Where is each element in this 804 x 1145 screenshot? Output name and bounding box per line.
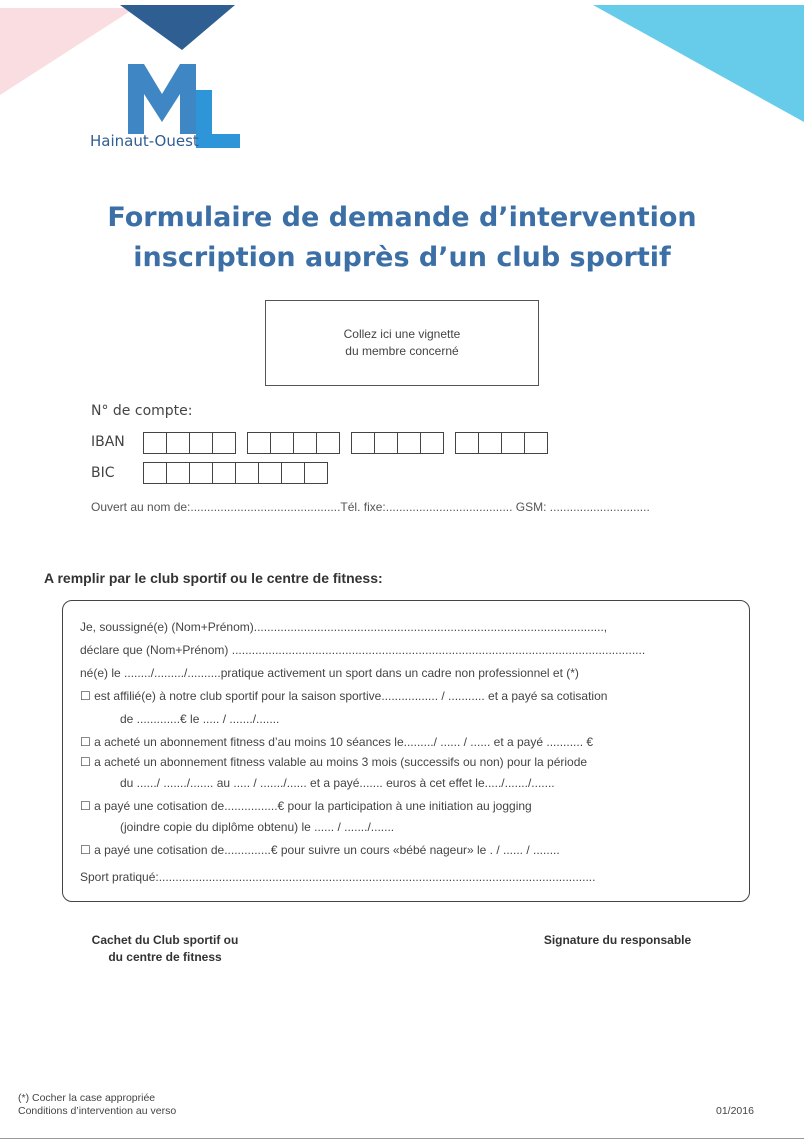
form-line-fitness-period[interactable]: du ....../ ......./....... au ..... / ......./...... et a payé....... euros à cet effet le...../......./....... — [120, 776, 555, 790]
iban-group-4[interactable] — [455, 432, 548, 454]
bottom-divider — [0, 1138, 804, 1139]
form-line-affilie-amount[interactable]: de .............€ le ..... / ......./....... — [120, 712, 280, 726]
logo-subtitle: Hainaut-Ouest — [90, 132, 199, 150]
form-line-soussigne[interactable]: Je, soussigné(e) (Nom+Prénom)........................................................................................................., — [80, 620, 608, 634]
option-fitness-3mois-checkbox[interactable]: ☐ a acheté un abonnement fitness valable au moins 3 mois (successifs ou non) pour la période — [80, 755, 588, 769]
signature-label: Signature du responsable — [543, 933, 692, 947]
account-holder-line[interactable]: Ouvert au nom de:.............................................Tél. fixe:...................................... GSM: .............................. — [91, 500, 650, 514]
account-number-label: N° de compte: — [91, 403, 193, 419]
vignette-text-line1: Collez ici une vignette — [343, 327, 461, 341]
iban-group-1[interactable] — [143, 432, 236, 454]
vignette-box — [265, 300, 539, 386]
vignette-text-line2: du membre concerné — [345, 344, 459, 358]
option-affilie-checkbox[interactable]: ☐ est affilié(e) à notre club sportif pour la saison sportive................. / ........... et a payé sa cotisation — [80, 689, 608, 703]
section-title: A remplir par le club sportif ou le centre de fitness: — [44, 570, 383, 586]
iban-group-3[interactable] — [351, 432, 444, 454]
corner-decoration — [0, 0, 804, 130]
option-bebe-nageur-checkbox[interactable]: ☐ a payé une cotisation de..............€ pour suivre un cours «bébé nageur» le . / ...... / ........ — [80, 843, 560, 857]
footnote-checkbox: (*) Cocher la case appropriée — [18, 1092, 156, 1104]
form-line-declare[interactable]: déclare que (Nom+Prénom) ............................................................................................................................ — [80, 643, 646, 657]
footer-notes — [18, 1092, 176, 1118]
footer-date: 01/2016 — [716, 1105, 754, 1117]
form-line-sport[interactable]: Sport pratiqué:................................................................................................................................... — [80, 870, 596, 884]
iban-label: IBAN — [91, 434, 125, 450]
footnote-conditions: Conditions d’intervention au verso — [18, 1105, 177, 1117]
bic-field[interactable] — [143, 462, 328, 484]
page-title-line1: Formulaire de demande d’intervention — [107, 202, 697, 233]
logo-l-icon — [196, 90, 240, 148]
bic-label: BIC — [91, 465, 115, 481]
form-line-jogging-diploma[interactable]: (joindre copie du diplôme obtenu) le ...... / ......./....... — [120, 820, 395, 834]
page-title-line2: inscription auprès d’un club sportif — [133, 242, 671, 273]
form-line-birthdate[interactable]: né(e) le ......../........./..........pratique activement un sport dans un cadre non professionnel et (*) — [80, 666, 579, 680]
cachet-label: Cachet du Club sportif ou du centre de fitness — [91, 933, 239, 964]
logo-m-icon — [128, 64, 196, 134]
iban-field[interactable] — [143, 432, 548, 454]
iban-group-2[interactable] — [247, 432, 340, 454]
option-jogging-checkbox[interactable]: ☐ a payé une cotisation de................€ pour la participation à une initiation au jogging — [80, 799, 532, 813]
option-fitness-10-checkbox[interactable]: ☐ a acheté un abonnement fitness d’au moins 10 séances le........./ ...... / ...... et a payé ........... € — [80, 735, 594, 749]
